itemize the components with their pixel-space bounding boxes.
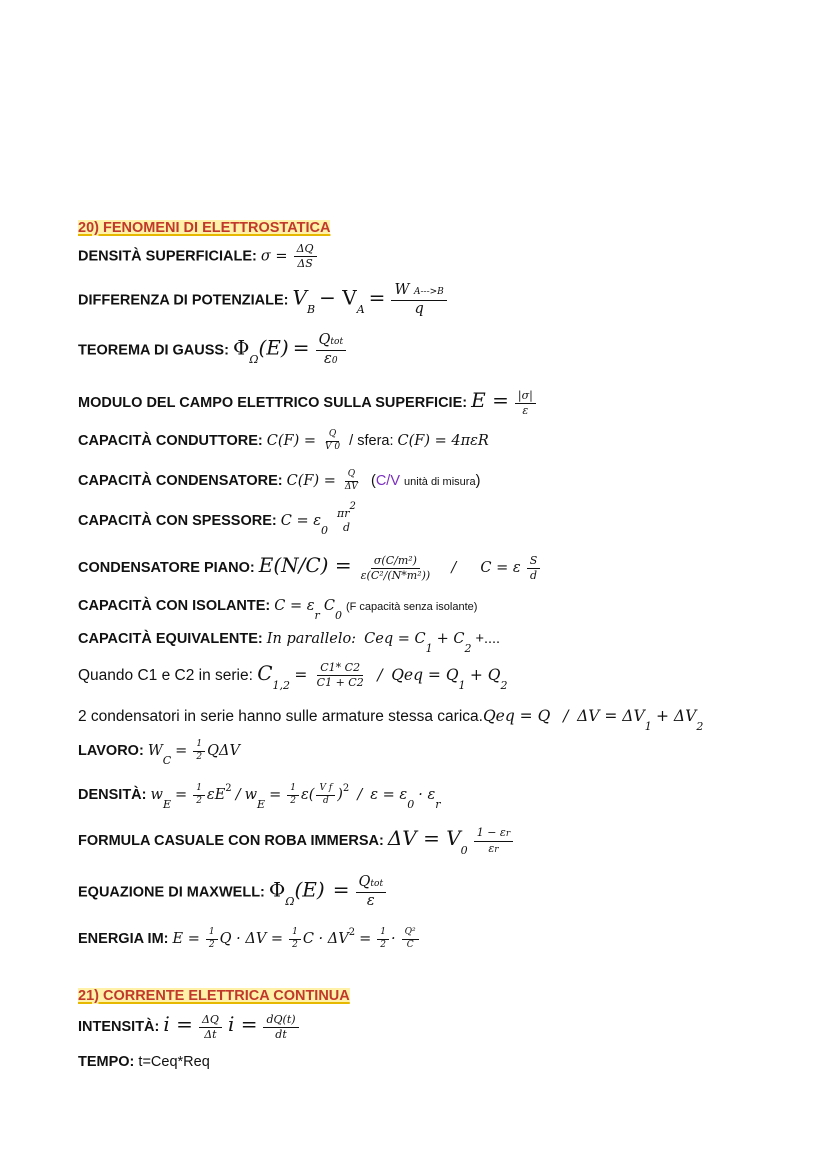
- note-due-condensatori: 2 condensatori in serie hanno sulle armature stessa carica.Qeq = Q / $\Delta V = \Delta V_1 + \Delta V_2$: [78, 707, 704, 733]
- fraction: $\frac{Q}{V 0}$: [325, 429, 341, 452]
- fraction: $\frac{\Delta Q}{\Delta S}$: [294, 243, 317, 270]
- formula-casuale: FORMULA CASUALE CON ROBA IMMERSA: $\Delta V = V_0$ $\frac{1 - \varepsilon r}{\varepsilon r}$: [78, 826, 515, 856]
- formula-teorema-gauss: TEOREMA DI GAUSS: $\Phi_\Omega(E)$ = Qtot ε0: [78, 333, 348, 368]
- fraction: $\frac{1}{2}$: [193, 784, 205, 807]
- fraction: $\frac{1}{2}$: [193, 740, 205, 763]
- formula-capacita-condensatore: CAPACITÀ CONDENSATORE: C(F) = $\frac{Q}{\Delta V}$ (C/V unità di misura): [78, 469, 481, 492]
- formula-tempo: TEMPO: t=Ceq*Req: [78, 1054, 210, 1070]
- fraction: Qtot ε: [356, 875, 387, 910]
- fraction: $\frac{1}{2}$: [289, 928, 301, 951]
- fraction: $\frac{dQ(t)}{dt}$: [263, 1014, 298, 1041]
- formula-capacita-isolante: CAPACITÀ CON ISOLANTE: $C = \varepsilon_r$ $C_0$ (F capacità senza isolante): [78, 598, 478, 622]
- formula-intensita: INTENSITÀ: i = $\frac{\Delta Q}{\Delta t}$ i = $\frac{dQ(t)}{dt}$: [78, 1012, 301, 1041]
- fraction: $\frac{1}{2}$: [287, 784, 299, 807]
- fraction: $\frac{Q}{\Delta V}$: [344, 469, 358, 492]
- section-20-title: 20) FENOMENI DI ELETTROSTATICA: [78, 220, 331, 236]
- fraction: $\frac{\text{V f}}{d}$: [316, 784, 335, 807]
- formula-capacita-spessore: CAPACITÀ CON SPESSORE: $C = \varepsilon_0$ πr2 d: [78, 508, 361, 534]
- fraction: $\frac{1 - \varepsilon r}{\varepsilon r}$: [474, 827, 513, 856]
- formula-serie: Quando C1 e C2 in serie: $C_{1,2}$ = $\frac{C1* C2}{C1 + C2}$ / Qeq = $Q_1 + Q_2$: [78, 661, 508, 692]
- formula-condensatore-piano: CONDENSATORE PIANO: E(N/C) = $\frac{\text{σ(C/m²)}}{\text{ε(C²/(N*m²))}}$ / C = ε $\frac{S}{d}$: [78, 553, 542, 582]
- formula-maxwell: EQUAZIONE DI MAXWELL: $\Phi_\Omega(E)$ = Qtot ε: [78, 875, 388, 910]
- formula-capacita-equivalente: CAPACITÀ EQUIVALENTE: In parallelo: Ceq = $C_1 + C_2$ +....: [78, 631, 501, 655]
- fraction: $\frac{1}{2}$: [206, 928, 218, 951]
- formula-lavoro: LAVORO: $W_C$ = $\frac{1}{2}$ QΔV: [78, 739, 240, 768]
- fraction: $\frac{|\sigma|}{\varepsilon}$: [515, 390, 536, 417]
- fraction: $\frac{S}{d}$: [527, 555, 541, 582]
- formula-energia: ENERGIA IM: E = $\frac{1}{2}$ Q · ΔV = $\frac{1}{2}$ $C \cdot \Delta V^2$ = $\frac{1}{2}$ · $\frac{\text{Q²}}{C}$: [78, 928, 421, 951]
- fraction: Qtot ε0: [316, 333, 347, 368]
- formula-densita: DENSITÀ: $w_E$ = $\frac{1}{2}$ $\varepsilon E^2 / w_E$ = $\frac{1}{2}$ ε( $\frac{\text{V f}}{d}$ )$^2 / \varepsilon = \varepsilon_0 \cdot \varepsilon_r$: [78, 783, 441, 812]
- fraction: $\frac{\text{σ(C/m²)}}{\text{ε(C²/(N*m²))}}$: [360, 553, 431, 582]
- formula-modulo-campo: MODULO DEL CAMPO ELETTRICO SULLA SUPERFICIE: E = $\frac{|\sigma|}{\varepsilon}$: [78, 388, 538, 417]
- fraction: $\frac{\Delta Q}{\Delta t}$: [199, 1014, 222, 1041]
- formula-capacita-conduttore: CAPACITÀ CONDUTTORE: C(F) = $\frac{Q}{V 0}$ / sfera: C(F) = 4πεR: [78, 429, 489, 452]
- fraction: $\frac{C1* C2}{C1 + C2}$: [316, 661, 364, 690]
- fraction: πr2 d: [337, 501, 356, 535]
- fraction: $\frac{1}{2}$: [377, 928, 389, 951]
- formula-densita-superficiale: DENSITÀ SUPERFICIALE: σ = $\frac{\Delta Q}{\Delta S}$: [78, 243, 319, 270]
- formula-differenza-potenziale: DIFFERENZA DI POTENZIALE: $V_B - V_A$ = $\frac{\text{W A--->B}}{q}$: [78, 283, 449, 318]
- fraction: $\frac{\text{W A--->B}}{q}$: [391, 283, 446, 318]
- section-21-title: 21) CORRENTE ELETTRICA CONTINUA: [78, 988, 350, 1004]
- fraction: $\frac{\text{Q²}}{C}$: [402, 928, 419, 951]
